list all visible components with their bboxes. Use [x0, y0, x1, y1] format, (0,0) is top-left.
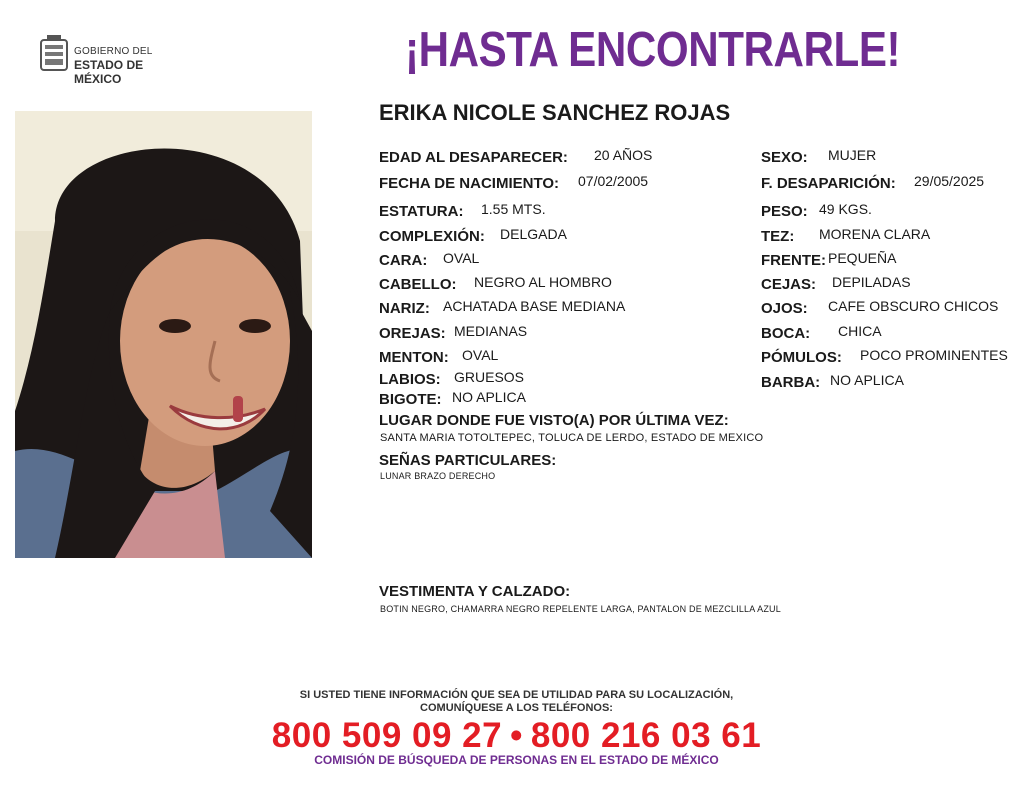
portrait-illustration — [15, 111, 312, 558]
detail-pomulos — [761, 347, 1008, 366]
detail-label: BIGOTE: — [379, 391, 442, 408]
last-seen-title: LUGAR DONDE FUE VISTO(A) POR ÚLTIMA VEZ: — [379, 412, 729, 429]
clothing-title: VESTIMENTA Y CALZADO: — [379, 583, 571, 600]
detail-frente — [761, 250, 897, 269]
detail-label: TEZ: — [761, 228, 795, 245]
detail-value: MEDIANAS — [454, 323, 528, 339]
detail-label: MENTON: — [379, 349, 449, 366]
detail-label: PÓMULOS: — [761, 349, 842, 366]
detail-value: POCO PROMINENTES — [860, 347, 1008, 363]
detail-label: EDAD AL DESAPARECER: — [379, 149, 568, 166]
detail-labios — [379, 369, 525, 388]
detail-value: OVAL — [462, 347, 499, 363]
commission-name: COMISIÓN DE BÚSQUEDA DE PERSONAS EN EL ESTADO DE MÉXICO — [314, 753, 719, 767]
detail-value: CAFE OBSCURO CHICOS — [828, 298, 999, 314]
missing-person-photo — [15, 111, 312, 558]
detail-value: CHICA — [838, 323, 882, 339]
detail-tez — [761, 226, 931, 245]
detail-value: 07/02/2005 — [578, 173, 649, 189]
detail-sexo — [761, 147, 877, 166]
detail-label: NARIZ: — [379, 300, 430, 317]
phone-separator: • — [510, 716, 523, 755]
phone-number-1[interactable]: 800 509 09 27 — [271, 716, 503, 755]
info-text-line1: SI USTED TIENE INFORMACIÓN QUE SEA DE UTILIDAD PARA SU LOCALIZACIÓN, — [299, 689, 734, 701]
state-seal-icon — [38, 34, 70, 72]
detail-peso — [761, 201, 872, 220]
detail-boca — [761, 323, 882, 342]
headline: ¡HASTA ENCONTRARLE! — [405, 23, 901, 77]
detail-estatura — [379, 201, 546, 220]
detail-label: FECHA DE NACIMIENTO: — [379, 175, 559, 192]
last-seen-value: SANTA MARIA TOTOLTEPEC, TOLUCA DE LERDO, ESTADO DE MEXICO — [380, 432, 764, 444]
detail-complexion — [379, 226, 567, 245]
detail-label: F. DESAPARICIÓN: — [761, 175, 896, 192]
detail-label: FRENTE: — [761, 252, 826, 269]
detail-value: DEPILADAS — [832, 274, 911, 290]
detail-value: NO APLICA — [830, 372, 904, 388]
detail-bigote — [379, 389, 526, 408]
clothing-value: BOTIN NEGRO, CHAMARRA NEGRO REPELENTE LARGA, PANTALON DE MEZCLILLA AZUL — [380, 604, 781, 614]
government-logo — [38, 34, 188, 86]
detail-label: COMPLEXIÓN: — [379, 228, 485, 245]
detail-cabello — [379, 274, 612, 293]
phone-numbers — [0, 716, 1033, 756]
detail-value: ACHATADA BASE MEDIANA — [443, 298, 626, 314]
detail-label: CARA: — [379, 252, 428, 269]
detail-label: OJOS: — [761, 300, 808, 317]
detail-value: DELGADA — [500, 226, 567, 242]
logo-text-line1: GOBIERNO DEL — [74, 46, 153, 57]
detail-fecha-nacimiento — [379, 173, 649, 192]
detail-label: LABIOS: — [379, 371, 441, 388]
detail-value: PEQUEÑA — [828, 250, 897, 266]
detail-label: BOCA: — [761, 325, 811, 342]
detail-cara — [379, 250, 480, 269]
info-text-line2: COMUNÍQUESE A LOS TELÉFONOS: — [420, 702, 613, 714]
detail-label: SEXO: — [761, 149, 808, 166]
person-name: ERIKA NICOLE SANCHEZ ROJAS — [379, 100, 731, 125]
marks-value: LUNAR BRAZO DERECHO — [380, 471, 496, 481]
detail-fecha-desaparicion — [761, 173, 985, 192]
logo-text-line2: ESTADO DE MÉXICO — [74, 58, 144, 86]
detail-value: NEGRO AL HOMBRO — [474, 274, 612, 290]
detail-nariz — [379, 298, 626, 317]
marks-title: SEÑAS PARTICULARES: — [379, 452, 557, 469]
detail-barba — [761, 372, 904, 391]
detail-ojos — [761, 298, 999, 317]
detail-label: ESTATURA: — [379, 203, 464, 220]
detail-value: MORENA CLARA — [819, 226, 931, 242]
detail-value: MUJER — [828, 147, 877, 163]
detail-label: OREJAS: — [379, 325, 446, 342]
detail-label: CABELLO: — [379, 276, 457, 293]
detail-cejas — [761, 274, 911, 293]
detail-value: 20 AÑOS — [594, 147, 653, 163]
detail-edad — [379, 147, 653, 166]
phone-number-2[interactable]: 800 216 03 61 — [530, 716, 762, 755]
detail-orejas — [379, 323, 528, 342]
detail-menton — [379, 347, 499, 366]
detail-label: CEJAS: — [761, 276, 817, 293]
detail-label: BARBA: — [761, 374, 821, 391]
detail-value: 29/05/2025 — [914, 173, 985, 189]
detail-value: 49 KGS. — [819, 201, 872, 217]
detail-value: NO APLICA — [452, 389, 526, 405]
detail-value: 1.55 MTS. — [481, 201, 546, 217]
detail-value: GRUESOS — [454, 369, 525, 385]
detail-value: OVAL — [443, 250, 480, 266]
detail-label: PESO: — [761, 203, 808, 220]
